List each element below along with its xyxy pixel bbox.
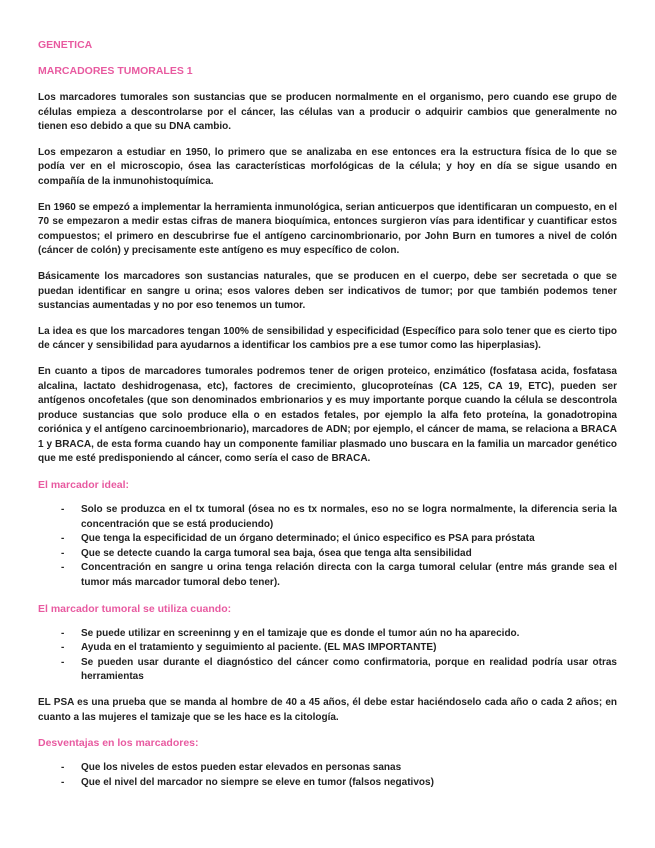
dash-bullet: - [61, 547, 65, 559]
dash-bullet: - [61, 776, 65, 788]
dash-bullet: - [61, 533, 65, 545]
list-item [38, 627, 617, 642]
list-item [38, 641, 617, 656]
document-topic: MARCADORES TUMORALES 1 [38, 65, 193, 77]
list-item [38, 776, 617, 791]
dash-bullet: - [61, 656, 65, 668]
document-subject: GENETICA [38, 39, 93, 51]
section-title-uso: El marcador tumoral se utiliza cuando: [38, 602, 232, 615]
paragraph-psa: EL PSA es una prueba que se manda al hombre de 40 a 45 años, él debe estar haciéndoselo cada año o cada 2 años; en cuanto a las mujeres el tamizaje que se les hace es la citología. [38, 697, 617, 723]
list-item [38, 532, 617, 547]
list-item [38, 561, 617, 590]
list-item [38, 503, 617, 532]
list-item-text: Que tenga la especificidad de un órgano determinado; el único especifico es PSA para próstata [81, 533, 535, 545]
list-item [38, 761, 617, 776]
dash-bullet: - [61, 627, 65, 639]
list-item-text: Que los niveles de estos pueden estar elevados en personas sanas [81, 762, 402, 774]
section-title-desventajas: Desventajas en los marcadores: [38, 737, 199, 750]
paragraph-history-1950: Los empezaron a estudiar en 1950, lo primero que se analizaba en ese entonces era la estructura física de lo que se podía ver en el microscopio, ósea las características morfológicas de la célula; y hoy en día se sigue usando en compañía de la inmunohistoquímica. [38, 146, 617, 187]
dash-bullet: - [61, 642, 65, 654]
list-uso [38, 627, 617, 685]
list-item-text: Se pueden usar durante el diagnóstico del cáncer como confirmatoria, porque en realidad podría usar otras herramientas [81, 656, 617, 683]
section-title-ideal: El marcador ideal: [38, 479, 130, 492]
dash-bullet: - [61, 562, 65, 574]
dash-bullet: - [61, 762, 65, 774]
list-desventajas [38, 761, 617, 790]
paragraph-sensitivity: La idea es que los marcadores tengan 100% de sensibilidad y especificidad (Específico para solo tener que es cierto tipo de cáncer y sensibilidad para ayudarnos a identificar los cambios pre a ese tumor como las hiperplasias). [38, 325, 617, 352]
list-ideal [38, 503, 617, 591]
list-item-text: Que se detecte cuando la carga tumoral sea baja, ósea que tenga alta sensibilidad [81, 547, 472, 559]
list-item-text: Se puede utilizar en screeninng y en el tamizaje que es donde el tumor aún no ha aparecido. [81, 627, 520, 639]
list-item-text: Ayuda en el tratamiento y seguimiento al paciente. (EL MAS IMPORTANTE) [81, 642, 437, 654]
paragraph-definition: Básicamente los marcadores son sustancias naturales, que se producen en el cuerpo, debe ser secretada o que se puedan identificar en sangre u orina; esos valores deben ser indicativos de tumor; por que también podemos tener sustancias aumentadas y no por eso tenemos un tumor. [38, 270, 617, 312]
list-item-text: Que el nivel del marcador no siempre se eleve en tumor (falsos negativos) [81, 776, 434, 788]
dash-bullet: - [61, 504, 65, 516]
paragraph-types: En cuanto a tipos de marcadores tumorales podremos tener de origen proteico, enzimático (fosfatasa acida, fosfatasa alcalina, lactato deshidrogenasa, etc), factores de crecimiento, glucoproteínas (CA 125, CA 19, ETC), pueden ser antígenos oncofetales (que son denominados embrionarios y es muy importante porque cuando la célula se descontrola produce sustancias que solo produce ella o en estados fetales, por ejemplo la alfa feto proteína, la gonadotropina coriónica y el antígeno carcinoembrionario), marcadores de ADN; por ejemplo, el cáncer de mama, se relaciona a BRACA 1 y BRACA, de esta forma cuando hay un componente familiar plasmado uno buscara en la familia un marcador genético que me esté predisponiendo al cáncer, como sería el caso de BRACA. [38, 365, 617, 465]
paragraph-intro: Los marcadores tumorales son sustancias que se producen normalmente en el organismo, pero cuando ese grupo de células empieza a descontrolarse por el cáncer, las células van a producir o adquirir cambios que generalmente no tienen eso debido a que su DNA cambio. [38, 92, 617, 133]
paragraph-history-1960: En 1960 se empezó a implementar la herramienta inmunológica, serian anticuerpos que identificaran un compuesto, en el 70 se empezaron a medir estas cifras de manera bioquímica, entonces surgieron vías para identificar y cuantificar estos compuestos; el primero en descubrirse fue el antígeno carcinombrionario, por John Burn en tumores a nivel de colón (cáncer de colón) y precisamente este antígeno es muy específico de colon. [38, 201, 617, 257]
list-item [38, 547, 617, 562]
list-item-text: Solo se produzca en el tx tumoral (ósea no es tx normales, eso no se logra normalmente, la diferencia seria la concentración que se está produciendo) [81, 504, 617, 530]
list-item-text: Concentración en sangre u orina tenga relación directa con la carga tumoral celular (entre más grande sea el tumor más marcador tumoral debo tener). [81, 562, 617, 589]
list-item [38, 656, 617, 685]
